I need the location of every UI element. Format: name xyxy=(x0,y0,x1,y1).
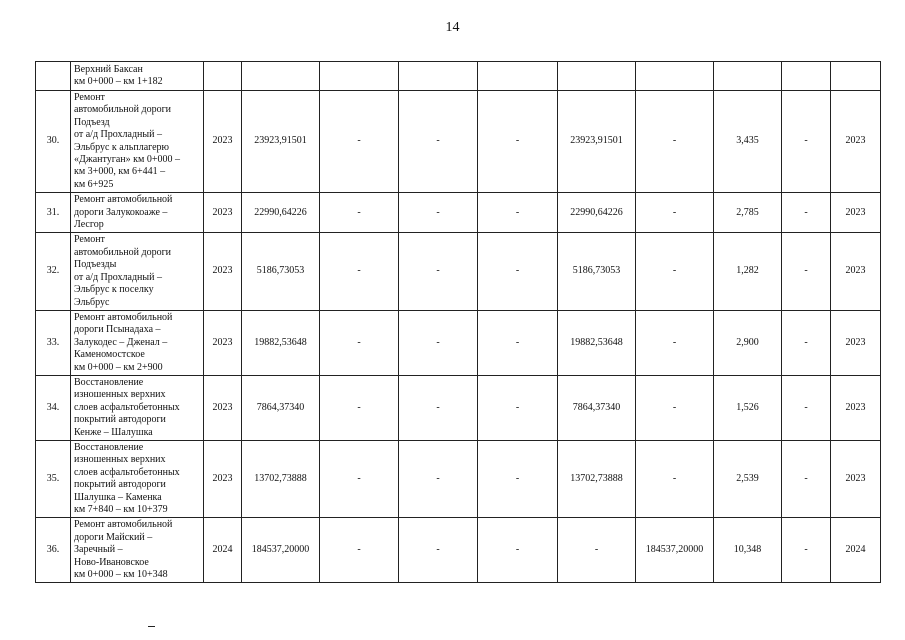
regional-budget-cell: 5186,73053 xyxy=(558,233,636,310)
roads-table xyxy=(35,61,881,583)
start-year-cell: 2023 xyxy=(204,91,242,193)
fund-6-cell: - xyxy=(782,440,831,517)
total-cost-cell: 22990,64226 xyxy=(242,193,320,233)
fund-1-cell xyxy=(320,62,399,91)
start-year-cell: 2023 xyxy=(204,310,242,375)
road-name-line: от а/д Прохладный – xyxy=(74,129,162,141)
table-row xyxy=(36,62,881,91)
end-year-cell: 2023 xyxy=(831,91,881,193)
fund-1-cell: - xyxy=(320,440,399,517)
fund-6-cell: - xyxy=(782,91,831,193)
regional-budget-cell: 23923,91501 xyxy=(558,91,636,193)
fund-3-cell: - xyxy=(478,91,558,193)
road-name-line: Ремонт xyxy=(74,234,105,246)
fund-6-cell: - xyxy=(782,310,831,375)
fund-2-cell: - xyxy=(399,518,478,583)
road-name-line: дороги Залукокоаже – xyxy=(74,206,168,218)
fund-3-cell: - xyxy=(478,518,558,583)
road-name-cell xyxy=(71,193,204,233)
road-name-cell xyxy=(71,375,204,440)
row-number-cell: 33. xyxy=(36,310,71,375)
total-cost-cell: 19882,53648 xyxy=(242,310,320,375)
road-name-line: покрытий автодороги xyxy=(74,479,166,491)
regional-budget-cell: 7864,37340 xyxy=(558,375,636,440)
fund-6-cell: - xyxy=(782,375,831,440)
total-cost-cell: 23923,91501 xyxy=(242,91,320,193)
start-year-cell: 2023 xyxy=(204,440,242,517)
fund-6-cell: - xyxy=(782,193,831,233)
row-number-cell: 35. xyxy=(36,440,71,517)
table-row xyxy=(36,233,881,310)
table-row xyxy=(36,375,881,440)
road-name-line: дороги Псынадаха – xyxy=(74,324,161,336)
length-km-cell: 10,348 xyxy=(714,518,782,583)
row-number-cell: 31. xyxy=(36,193,71,233)
regional-budget-cell: 22990,64226 xyxy=(558,193,636,233)
fund-1-cell: - xyxy=(320,310,399,375)
table-row xyxy=(36,518,881,583)
fund-2-cell: - xyxy=(399,310,478,375)
regional-budget-cell: - xyxy=(558,518,636,583)
road-name-line: слоев асфальтобетонных xyxy=(74,466,180,478)
fund-5-cell: - xyxy=(636,233,714,310)
fund-1-cell: - xyxy=(320,518,399,583)
row-number-cell: 36. xyxy=(36,518,71,583)
fund-1-cell: - xyxy=(320,91,399,193)
road-name-cell xyxy=(71,518,204,583)
regional-budget-cell: 19882,53648 xyxy=(558,310,636,375)
start-year-cell xyxy=(204,62,242,91)
length-km-cell xyxy=(714,62,782,91)
total-cost-cell: 13702,73888 xyxy=(242,440,320,517)
road-name-line: изношенных верхних xyxy=(74,389,166,401)
end-year-cell: 2023 xyxy=(831,375,881,440)
total-cost-cell: 184537,20000 xyxy=(242,518,320,583)
table-row xyxy=(36,310,881,375)
road-name-line: автомобильной дороги xyxy=(74,246,172,258)
row-number-cell: 30. xyxy=(36,91,71,193)
road-name-line: км 0+000 – км 2+900 xyxy=(74,361,163,373)
end-year-cell: 2023 xyxy=(831,193,881,233)
fund-6-cell: - xyxy=(782,233,831,310)
road-name-line: Ремонт автомобильной xyxy=(74,519,173,531)
fund-3-cell: - xyxy=(478,375,558,440)
fund-5-cell xyxy=(636,62,714,91)
road-name-line: Верхний Баксан xyxy=(74,63,143,75)
total-cost-cell: 5186,73053 xyxy=(242,233,320,310)
road-name-cell xyxy=(71,233,204,310)
road-name-line: Залукодес – Дженал – xyxy=(74,336,168,348)
road-name-line: Ново-Ивановское xyxy=(74,556,149,568)
road-name-cell xyxy=(71,62,204,91)
total-cost-cell: 7864,37340 xyxy=(242,375,320,440)
regional-budget-cell: 13702,73888 xyxy=(558,440,636,517)
end-year-cell: 2023 xyxy=(831,233,881,310)
row-number-cell: 32. xyxy=(36,233,71,310)
road-name-line: от а/д Прохладный – xyxy=(74,271,162,283)
road-name-line: км 6+925 xyxy=(74,178,114,190)
fund-6-cell xyxy=(782,62,831,91)
table-row xyxy=(36,440,881,517)
footer-dash xyxy=(148,626,155,627)
road-name-line: изношенных верхних xyxy=(74,454,166,466)
end-year-cell xyxy=(831,62,881,91)
road-name-line: Эльбрус к поселку xyxy=(74,284,154,296)
road-name-line: Восстановление xyxy=(74,376,144,388)
road-name-cell xyxy=(71,91,204,193)
road-name-line: Ремонт xyxy=(74,92,105,103)
road-name-line: Кенже – Шалушка xyxy=(74,426,153,438)
fund-2-cell: - xyxy=(399,91,478,193)
start-year-cell: 2024 xyxy=(204,518,242,583)
fund-2-cell: - xyxy=(399,233,478,310)
fund-3-cell: - xyxy=(478,440,558,517)
start-year-cell: 2023 xyxy=(204,193,242,233)
length-km-cell: 2,785 xyxy=(714,193,782,233)
road-name-line: слоев асфальтобетонных xyxy=(74,401,180,413)
road-name-line: Восстановление xyxy=(74,441,144,453)
row-number-cell xyxy=(36,62,71,91)
road-name-line: Шалушка – Каменка xyxy=(74,491,162,503)
road-name-line: км 0+000 – км 10+348 xyxy=(74,569,168,581)
fund-3-cell: - xyxy=(478,310,558,375)
road-name-line: км 7+840 – км 10+379 xyxy=(74,504,168,515)
road-name-line: Каменомостское xyxy=(74,349,145,361)
road-name-line: покрытий автодороги xyxy=(74,414,166,426)
total-cost-cell xyxy=(242,62,320,91)
start-year-cell: 2023 xyxy=(204,375,242,440)
length-km-cell: 2,539 xyxy=(714,440,782,517)
road-name-line: Ремонт автомобильной xyxy=(74,194,173,206)
end-year-cell: 2023 xyxy=(831,440,881,517)
length-km-cell: 1,526 xyxy=(714,375,782,440)
road-name-line: Ремонт автомобильной xyxy=(74,311,173,323)
fund-1-cell: - xyxy=(320,233,399,310)
length-km-cell: 1,282 xyxy=(714,233,782,310)
fund-3-cell: - xyxy=(478,193,558,233)
road-name-line: Лесгор xyxy=(74,219,104,231)
road-name-line: Подъезд xyxy=(74,116,110,128)
length-km-cell: 2,900 xyxy=(714,310,782,375)
road-name-line: км 0+000 – км 1+182 xyxy=(74,76,163,87)
fund-1-cell: - xyxy=(320,375,399,440)
fund-2-cell xyxy=(399,62,478,91)
fund-5-cell: - xyxy=(636,193,714,233)
road-name-line: км 3+000, км 6+441 – xyxy=(74,166,166,178)
road-name-line: автомобильной дороги xyxy=(74,104,172,116)
fund-5-cell: 184537,20000 xyxy=(636,518,714,583)
road-name-line: дороги Майский – xyxy=(74,531,153,543)
end-year-cell: 2024 xyxy=(831,518,881,583)
road-name-line: «Джантуган» км 0+000 – xyxy=(74,154,180,166)
road-name-cell xyxy=(71,440,204,517)
fund-5-cell: - xyxy=(636,375,714,440)
fund-2-cell: - xyxy=(399,193,478,233)
regional-budget-cell xyxy=(558,62,636,91)
road-name-line: Эльбрус xyxy=(74,296,110,308)
length-km-cell: 3,435 xyxy=(714,91,782,193)
table-row xyxy=(36,91,881,193)
start-year-cell: 2023 xyxy=(204,233,242,310)
fund-2-cell: - xyxy=(399,375,478,440)
road-name-line: Заречный – xyxy=(74,544,123,556)
fund-3-cell: - xyxy=(478,233,558,310)
row-number-cell: 34. xyxy=(36,375,71,440)
fund-1-cell: - xyxy=(320,193,399,233)
road-name-line: Эльбрус к альплагерю xyxy=(74,141,170,153)
fund-5-cell: - xyxy=(636,440,714,517)
fund-5-cell: - xyxy=(636,91,714,193)
table-row xyxy=(36,193,881,233)
end-year-cell: 2023 xyxy=(831,310,881,375)
fund-2-cell: - xyxy=(399,440,478,517)
fund-6-cell: - xyxy=(782,518,831,583)
road-name-cell xyxy=(71,310,204,375)
page-number: 14 xyxy=(445,20,460,35)
fund-5-cell: - xyxy=(636,310,714,375)
fund-3-cell xyxy=(478,62,558,91)
road-name-line: Подъезды xyxy=(74,259,117,271)
